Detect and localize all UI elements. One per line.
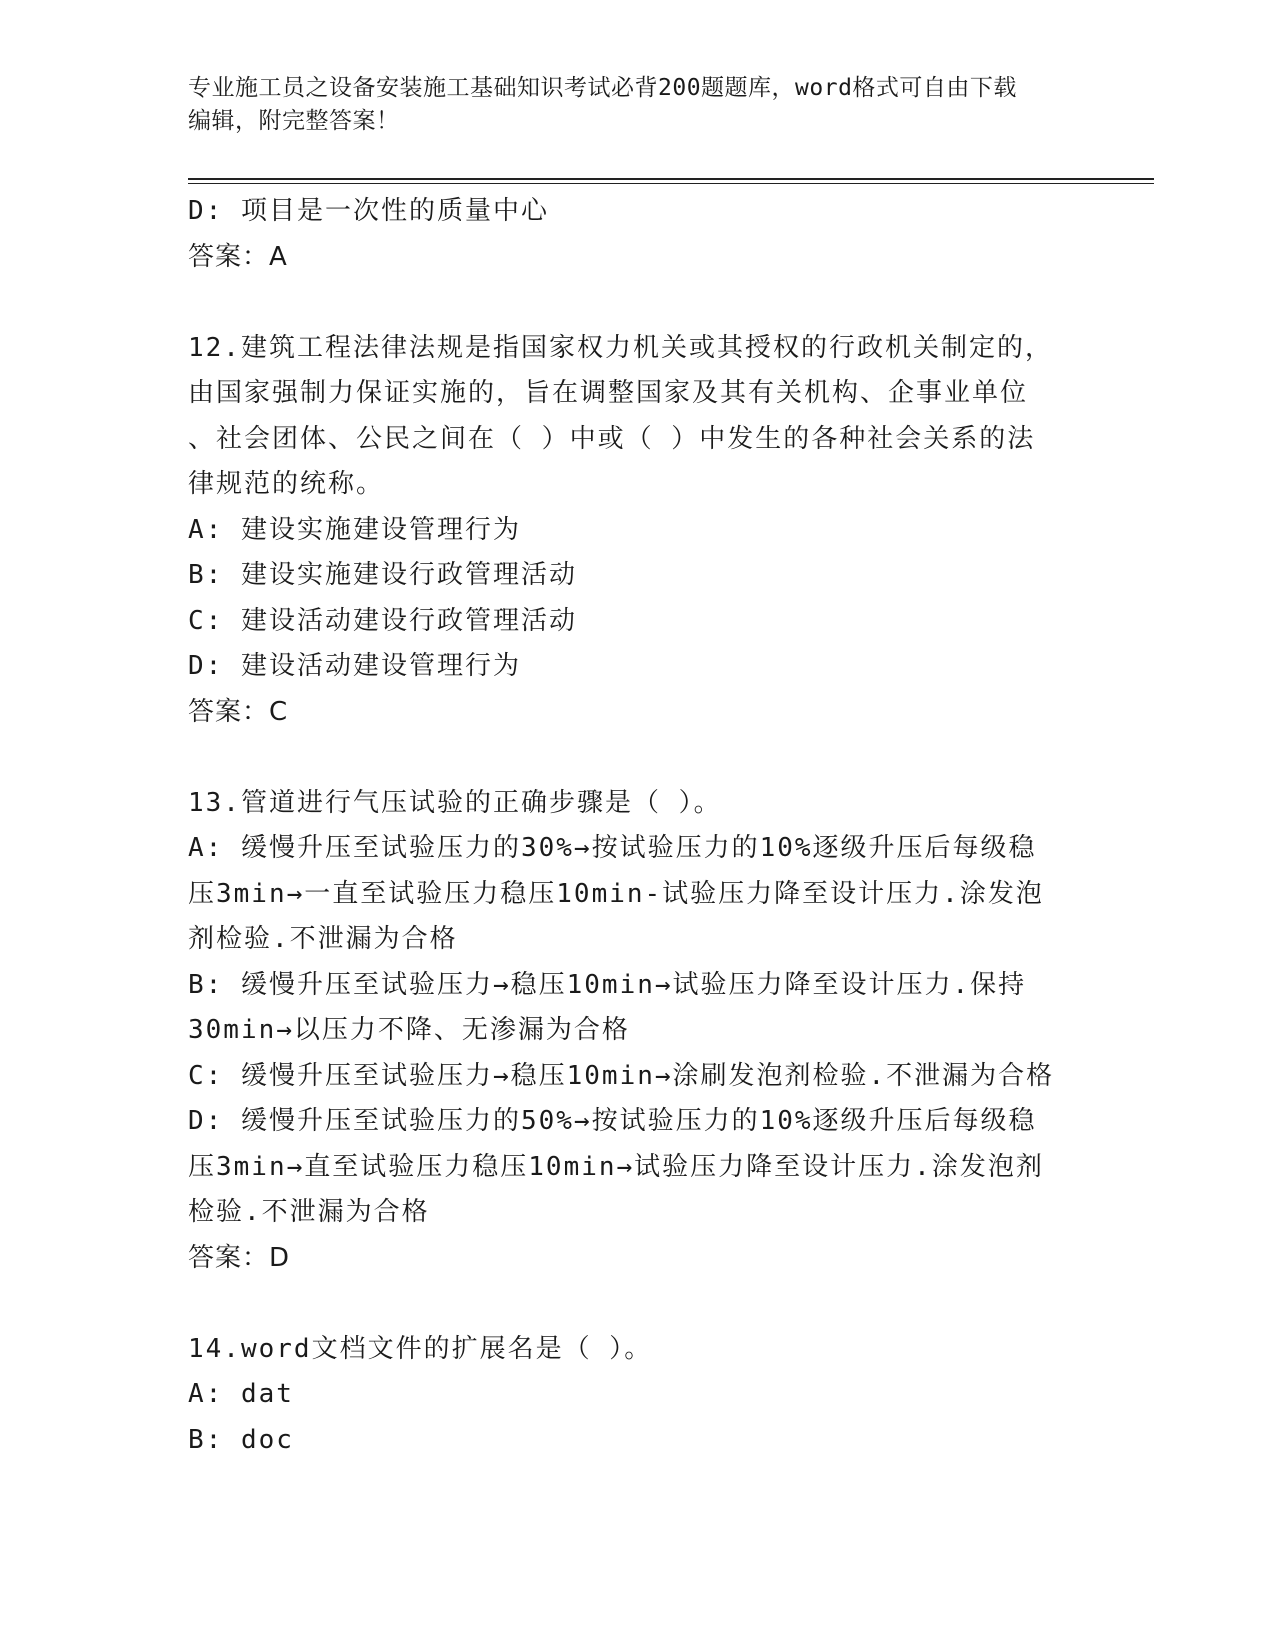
q13-option-line: D: 缓慢升压至试验压力的50%→按试验压力的10%逐级升压后每级稳 xyxy=(188,1106,1037,1136)
spacer xyxy=(188,735,1088,781)
q12-stem-line: 12.建筑工程法律法规是指国家权力机关或其授权的行政机关制定的， xyxy=(188,332,1053,363)
question-13 xyxy=(188,781,1088,1282)
q13-option-line: 剂检验.不泄漏为合格 xyxy=(188,924,458,954)
spacer xyxy=(188,1281,1088,1327)
q13-option-line: B: 缓慢升压至试验压力→稳压10min→试验压力降至设计压力.保持 xyxy=(188,969,1027,1000)
q13-stem: 13.管道进行气压试验的正确步骤是（ ）。 xyxy=(188,787,722,818)
spacer xyxy=(188,280,1088,326)
q13-option-line: 压3min→直至试验压力稳压10min→试验压力降至设计压力.涂发泡剂 xyxy=(188,1151,1044,1182)
header-line-2: 编辑，附完整答案！ xyxy=(188,108,400,134)
q14-option-b: B: doc xyxy=(188,1424,294,1455)
q13-option-line: A: 缓慢升压至试验压力的30%→按试验压力的10%逐级升压后每级稳 xyxy=(188,833,1037,863)
document-header xyxy=(188,72,1088,138)
q13-option-line: 压3min→一直至试验压力稳压10min-试验压力降至设计压力.涂发泡 xyxy=(188,878,1044,909)
q14-stem: 14.word文档文件的扩展名是（ ）。 xyxy=(188,1333,653,1364)
q12-option-a: A: 建设实施建设管理行为 xyxy=(188,514,521,545)
q12-answer: 答案：C xyxy=(188,696,289,727)
q13-answer: 答案：D xyxy=(188,1242,291,1273)
header-divider-thin xyxy=(188,183,1154,184)
header-divider-thick xyxy=(188,178,1154,180)
q14-option-a: A: dat xyxy=(188,1379,294,1409)
q11-option-d: D: 项目是一次性的质量中心 xyxy=(188,196,549,226)
q12-stem-line: 由国家强制力保证实施的，旨在调整国家及其有关机构、企事业单位 xyxy=(188,378,1029,408)
q13-option-line: C: 缓慢升压至试验压力→稳压10min→涂刷发泡剂检验.不泄漏为合格 xyxy=(188,1060,1055,1091)
question-content xyxy=(188,189,1088,1463)
question-14 xyxy=(188,1327,1088,1464)
q12-option-c: C: 建设活动建设行政管理活动 xyxy=(188,605,577,636)
q12-stem-line: 律规范的统称。 xyxy=(188,469,385,499)
q12-option-b: B: 建设实施建设行政管理活动 xyxy=(188,560,577,590)
q13-option-line: 30min→以压力不降、无渗漏为合格 xyxy=(188,1015,630,1045)
header-line-1: 专业施工员之设备安装施工基础知识考试必背200题题库，word格式可自由下载 xyxy=(188,75,1017,101)
question-12 xyxy=(188,326,1088,736)
q13-option-line: 检验.不泄漏为合格 xyxy=(188,1197,430,1227)
q11-answer: 答案：A xyxy=(188,241,288,272)
q12-option-d: D: 建设活动建设管理行为 xyxy=(188,651,521,681)
q12-stem-line: 、社会团体、公民之间在（ ）中或（ ）中发生的各种社会关系的法 xyxy=(188,423,1036,454)
